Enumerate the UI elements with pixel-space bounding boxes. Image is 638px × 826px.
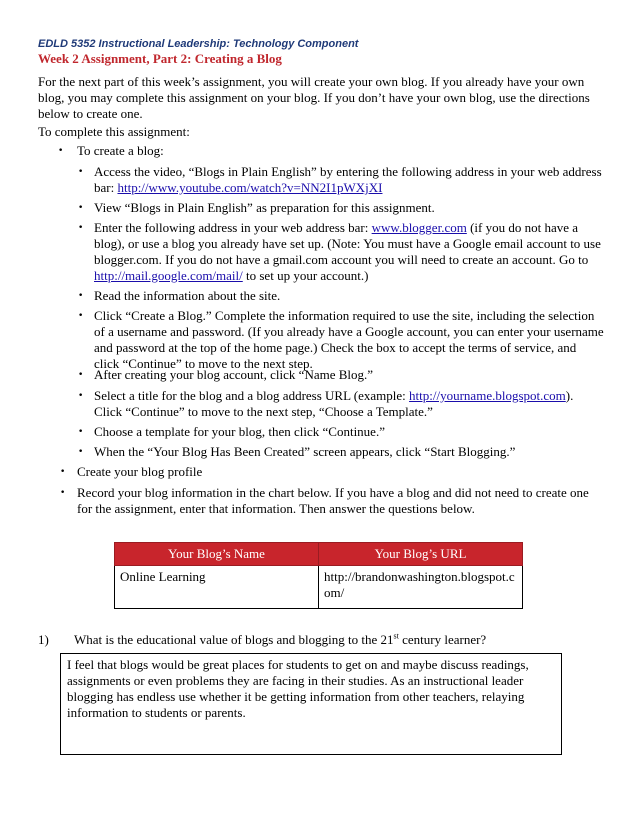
to-complete-label: To complete this assignment: (38, 124, 190, 139)
list-item-text: Select a title for the blog and a blog address URL (example: http://yourname.blogspot.com). Click “Continue” to move to the next step, “Choose a Template.” (94, 388, 574, 419)
list-item-access-video (0, 164, 638, 196)
cell-blog-url: http://brandonwashington.blogspot.com/ (319, 566, 523, 609)
column-header-blog-url: Your Blog’s URL (319, 543, 523, 566)
answer-text: I feel that blogs would be great places for students to get on and maybe discuss readings, assignments or even problems they are facing in their studies. As an instructional leader blogging has endless use whether it be getting information from other teachers, relaying information to students or parents. (67, 657, 529, 720)
list-item-text: Read the information about the site. (94, 288, 281, 303)
question-1 (38, 632, 486, 648)
gmail-link[interactable]: http://mail.google.com/mail/ (94, 268, 243, 283)
list-item-text: Access the video, “Blogs in Plain English” by entering the following address in your web address bar: http://www.youtube.com/watch?v=NN2I1pWXjXI (94, 164, 602, 195)
list-item-after-creating (0, 367, 638, 383)
list-item-enter-address (0, 220, 638, 284)
bullet: • (78, 370, 84, 380)
bullet: • (78, 223, 84, 233)
list-item-text: Record your blog information in the chart below. If you have a blog and did not need to create one for the assignment, enter that information. Then answer the questions below. (77, 485, 589, 516)
list-item-text: View “Blogs in Plain English” as preparation for this assignment. (94, 200, 435, 215)
table-row (115, 566, 523, 609)
bullet: • (78, 447, 84, 457)
list-item-text: Create your blog profile (77, 464, 203, 479)
bullet: • (78, 203, 84, 213)
blogger-link[interactable]: www.blogger.com (371, 220, 467, 235)
list-item-record (0, 485, 638, 517)
list-item-text: Enter the following address in your web address bar: www.blogger.com (if you do not have a blog), or use a blog you already have set up. (Note: You must have a Google email account to use blogger.com. If you do not have a gmail.com account you will need to create an account. Go to http://mail.google.com/mail/ to set up your account.) (94, 220, 601, 283)
list-item-read-info (0, 288, 638, 304)
list-item-text: Click “Create a Blog.” Complete the information required to use the site, including the selection of a username and password. (If you already have a Google account, you can enter your username and password at the top of the home page.) Check the box to accept the terms of service, and click “Continue” to move to the next step. (94, 308, 604, 371)
answer-box-question-1[interactable] (60, 653, 562, 755)
list-item-text: To create a blog: (77, 143, 164, 158)
bullet: • (78, 311, 84, 321)
list-item-profile (0, 464, 638, 480)
bullet: • (58, 146, 64, 156)
list-item-click-create (0, 308, 638, 372)
bullet: • (60, 488, 66, 498)
table-header-row (115, 543, 523, 566)
bullet: • (60, 467, 66, 477)
bullet: • (78, 427, 84, 437)
assignment-title: Week 2 Assignment, Part 2: Creating a Blog (38, 51, 282, 66)
column-header-blog-name: Your Blog’s Name (115, 543, 319, 566)
list-item-text: When the “Your Blog Has Been Created” screen appears, click “Start Blogging.” (94, 444, 516, 459)
question-text: What is the educational value of blogs and blogging to the 21st century learner? (74, 631, 487, 647)
example-blog-url-link[interactable]: http://yourname.blogspot.com (409, 388, 566, 403)
list-item-text: After creating your blog account, click “Name Blog.” (94, 367, 374, 382)
list-item-view-video (0, 200, 638, 216)
cell-blog-name: Online Learning (115, 566, 319, 609)
bullet: • (78, 391, 84, 401)
blog-info-table (114, 542, 523, 609)
list-item-when-created (0, 444, 638, 460)
list-item-choose-template (0, 424, 638, 440)
list-item-text: Choose a template for your blog, then click “Continue.” (94, 424, 385, 439)
bullet: • (78, 167, 84, 177)
question-number: 1) (38, 632, 49, 647)
list-item-create-blog (0, 143, 638, 159)
youtube-video-link[interactable]: http://www.youtube.com/watch?v=NN2I1pWXjXI (117, 180, 383, 195)
intro-paragraph: For the next part of this week’s assignment, you will create your own blog. If you already have your own blog, you may complete this assignment on your blog. If you don’t have your own blog, use the directions below to create one. (38, 74, 590, 121)
list-item-select-title (0, 388, 638, 420)
course-heading: EDLD 5352 Instructional Leadership: Technology Component (38, 38, 359, 50)
bullet: • (78, 291, 84, 301)
